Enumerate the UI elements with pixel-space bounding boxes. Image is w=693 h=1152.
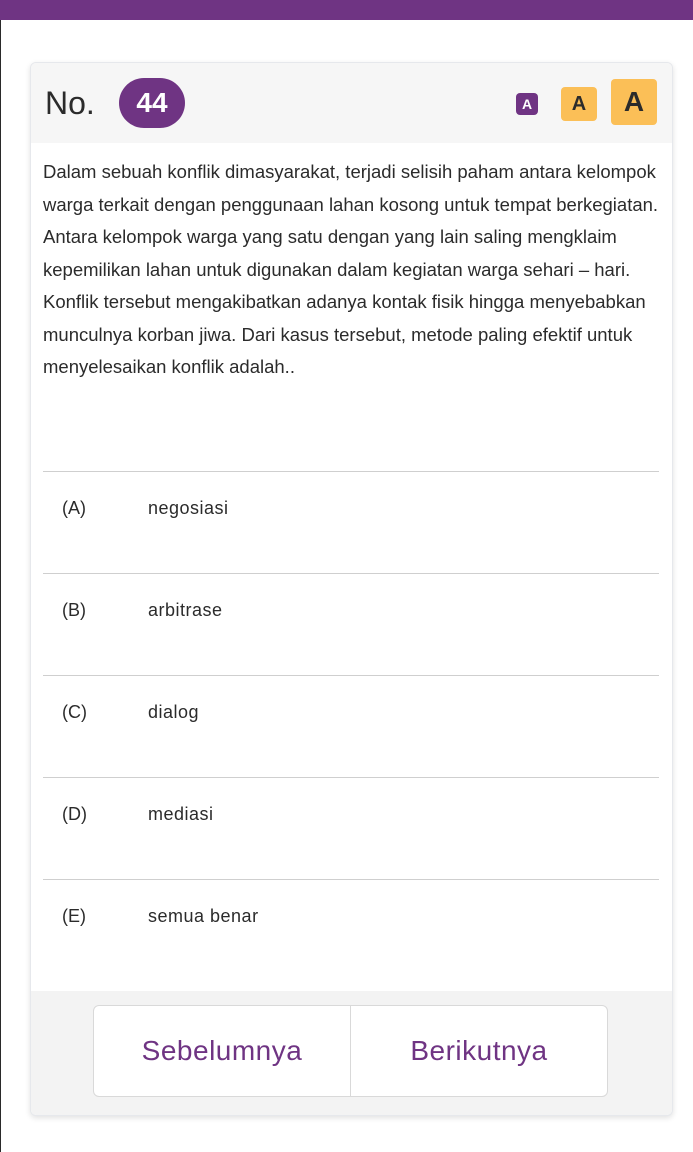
- option-d[interactable]: [43, 777, 659, 879]
- option-a[interactable]: [43, 471, 659, 573]
- option-b[interactable]: [43, 573, 659, 675]
- option-text: negosiasi: [148, 498, 229, 518]
- navigation-footer: [31, 991, 672, 1115]
- question-text: Dalam sebuah konflik dimasyarakat, terjadi selisih paham antara kelompok warga terkait dengan penggunaan lahan kosong untuk tempat berkegiatan. Antara kelompok warga yang satu dengan yang lain saling mengklaim kepemilikan lahan untuk digunakan dalam kegiatan warga sehari – hari. Konflik tersebut mengakibatkan adanya kontak fisik hingga menyebabkan munculnya korban jiwa. Dari kasus tersebut, metode paling efektif untuk menyelesaikan konflik adalah..: [43, 161, 659, 377]
- option-letter: (B): [62, 600, 86, 620]
- option-letter: (E): [62, 906, 86, 926]
- font-size-small-button[interactable]: A: [516, 93, 538, 115]
- question-number-label: No.: [45, 85, 95, 121]
- top-bar: [0, 0, 693, 20]
- option-e[interactable]: [43, 879, 659, 981]
- option-text: dialog: [148, 702, 200, 722]
- font-size-large-button[interactable]: A: [611, 79, 657, 125]
- navigation-button-group: [93, 1005, 608, 1097]
- option-letter: (D): [62, 804, 87, 824]
- question-number-badge: 44: [119, 78, 185, 128]
- option-c[interactable]: [43, 675, 659, 777]
- question-card: [30, 62, 673, 1116]
- option-text: semua benar: [148, 906, 259, 926]
- option-letter: (A): [62, 498, 86, 518]
- font-size-medium-button[interactable]: A: [561, 87, 597, 121]
- answer-options: [43, 471, 659, 981]
- next-button[interactable]: Berikutnya: [350, 1006, 607, 1096]
- question-header: [31, 63, 672, 143]
- left-edge-border: [0, 20, 1, 1152]
- option-text: mediasi: [148, 804, 214, 824]
- option-text: arbitrase: [148, 600, 223, 620]
- previous-button[interactable]: Sebelumnya: [141, 1035, 303, 1066]
- option-letter: (C): [62, 702, 87, 722]
